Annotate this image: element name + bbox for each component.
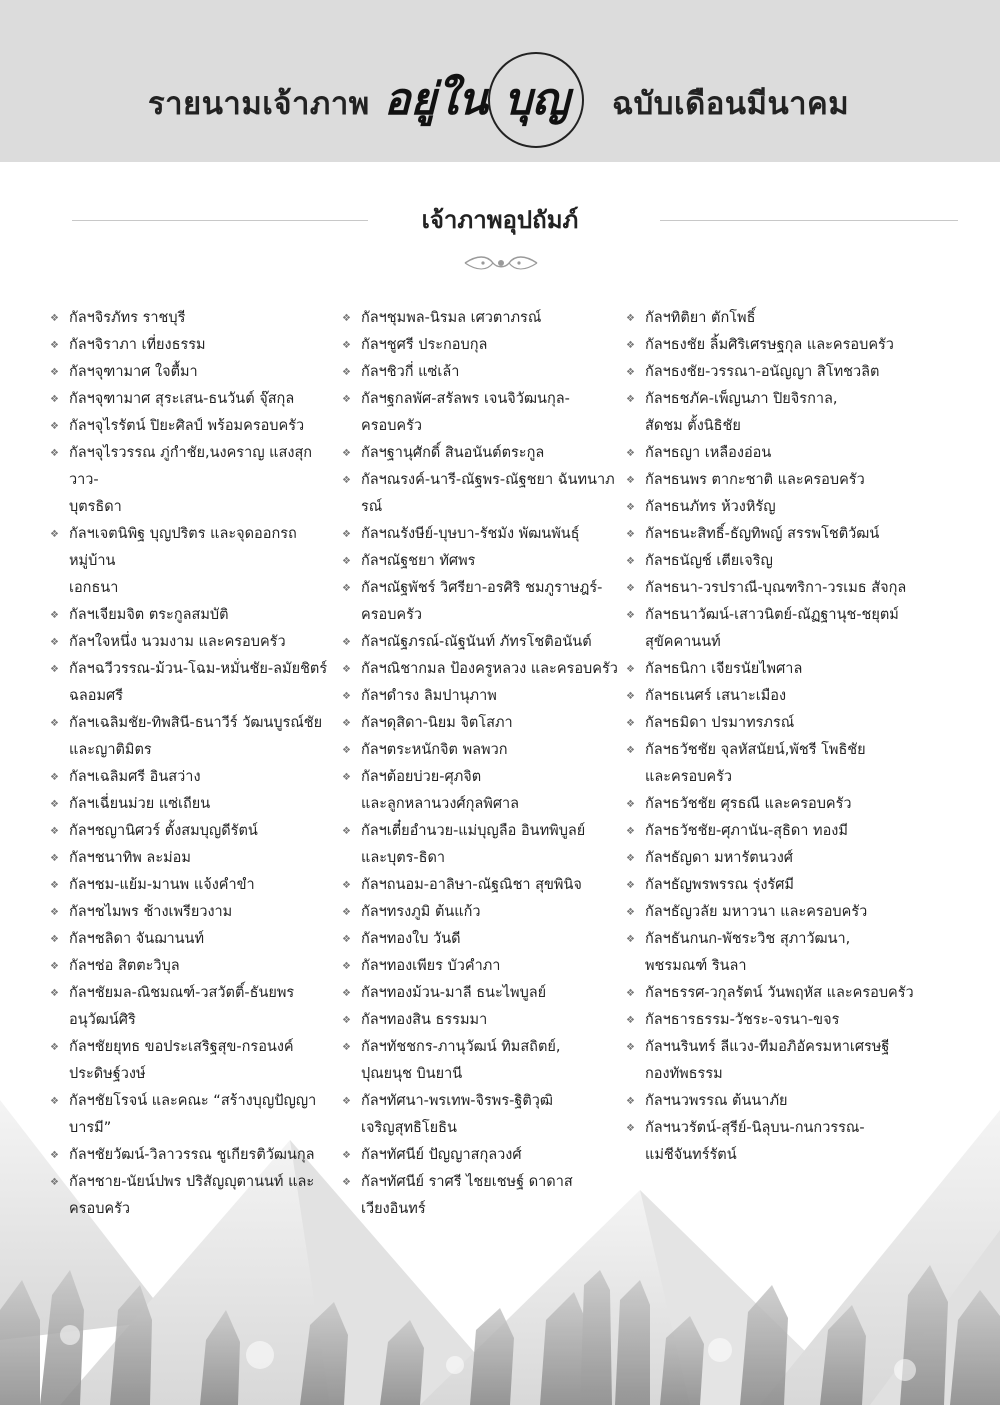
sponsor-name-line: และลูกหลานวงศ์กุลพิศาล — [361, 796, 520, 812]
list-item — [342, 764, 626, 818]
sponsor-name-line: บุตรธิดา — [69, 499, 122, 515]
list-item — [626, 521, 926, 548]
list-item — [50, 764, 340, 791]
diamond-bullet-icon: ❖ — [50, 421, 59, 432]
list-item — [342, 737, 626, 764]
sponsor-name-line: กัลฯชัยวัฒน์-วิลาวรรณ ชูเกียรติวัฒนกุล — [69, 1147, 315, 1163]
list-item — [50, 899, 340, 926]
diamond-bullet-icon: ❖ — [626, 556, 635, 567]
diamond-bullet-icon: ❖ — [342, 745, 351, 756]
sponsor-name-line: บารมี” — [69, 1120, 112, 1136]
list-item — [342, 467, 626, 521]
list-item — [342, 359, 626, 386]
list-item — [342, 386, 626, 440]
list-item — [342, 980, 626, 1007]
sponsor-name-line: ปุณยนุช บินยานี — [361, 1066, 463, 1082]
sponsor-name-line: กัลฯนวรัตน์-สุรีย์-นิลุบน-กนกวรรณ- — [645, 1120, 865, 1136]
list-item — [342, 899, 626, 926]
list-item — [626, 332, 926, 359]
sponsor-name-line: และบุตร-ธิดา — [361, 850, 446, 866]
sponsor-name-line: กัลฯใจหนึ่ง นวมงาม และครอบครัว — [69, 634, 286, 650]
list-item — [626, 872, 926, 899]
sponsor-name-line: ครอบครัว — [361, 607, 423, 623]
sponsor-name-line: กัลฯธนัญช์ เตียเจริญ — [645, 553, 773, 569]
list-item — [626, 791, 926, 818]
list-item — [50, 602, 340, 629]
diamond-bullet-icon: ❖ — [342, 394, 351, 405]
sponsor-name-line: กัลฯธรรศ-วกุลรัตน์ วันพฤหัส และครอบครัว — [645, 985, 914, 1001]
list-item — [342, 953, 626, 980]
sponsor-name-line: กัลฯทัศนีย์ ราศรี ไชยเชษฐ์ ดาดาส — [361, 1174, 573, 1190]
sponsor-name-line: กัลฯชัยมล-ณิชมณฑ์-วสวัตติ์-ธันยพร — [69, 985, 295, 1001]
list-item — [626, 575, 926, 602]
diamond-bullet-icon: ❖ — [50, 961, 59, 972]
sponsor-name-line: กัลฯตระหนักจิต พลพวก — [361, 742, 508, 758]
diamond-bullet-icon: ❖ — [342, 880, 351, 891]
list-item — [626, 845, 926, 872]
sponsor-name-line: กัลฯเฉลิมศรี อินสว่าง — [69, 769, 201, 785]
diamond-bullet-icon: ❖ — [342, 637, 351, 648]
sponsor-name-line: กัลฯชาย-นัยน์ปพร ปริสัญญุตานนท์ และ — [69, 1174, 315, 1190]
list-item — [626, 683, 926, 710]
list-item — [626, 926, 926, 980]
diamond-bullet-icon: ❖ — [50, 394, 59, 405]
diamond-bullet-icon: ❖ — [342, 1015, 351, 1026]
sponsor-name-line: อนุวัฒน์ศิริ — [69, 1012, 136, 1028]
list-item — [342, 683, 626, 710]
sponsor-name-line: กัลฯชญานิศวร์ ตั้งสมบุญดีรัตน์ — [69, 823, 258, 839]
diamond-bullet-icon: ❖ — [342, 1177, 351, 1188]
sponsor-name-line: กัลฯจิราภา เที่ยงธรรม — [69, 337, 206, 353]
diamond-bullet-icon: ❖ — [626, 853, 635, 864]
sponsor-name-line: กัลฯถนอม-อาลิษา-ณัฐณิชา สุขพินิจ — [361, 877, 582, 893]
magazine-logo — [382, 48, 604, 158]
list-item — [342, 710, 626, 737]
sponsor-name-line: กัลฯชัยโรจน์ และคณะ “สร้างบุญปัญญา — [69, 1093, 317, 1109]
list-item — [626, 710, 926, 737]
diamond-bullet-icon: ❖ — [50, 448, 59, 459]
list-item — [626, 899, 926, 926]
diamond-bullet-icon: ❖ — [342, 475, 351, 486]
sponsor-name-line: กัลฯธนาวัฒน์-เสาวนิตย์-ณัฏฐานุช-ชยุตม์ — [645, 607, 899, 623]
diamond-bullet-icon: ❖ — [626, 826, 635, 837]
list-item — [342, 1034, 626, 1088]
sponsor-name-line: กัลฯฐานุศักดิ์ สินอนันต์ตระกูล — [361, 445, 545, 461]
sponsor-name-line: กัลฯทองเพียร บัวคำภา — [361, 958, 501, 974]
sponsor-name-line: กัลฯธารธรรม-วัชระ-จรนา-ขจร — [645, 1012, 840, 1028]
sponsor-name-line: กัลฯทัชชกร-ภานุวัฒน์ ทิมสถิตย์, — [361, 1039, 561, 1055]
diamond-bullet-icon: ❖ — [626, 1123, 635, 1134]
diamond-bullet-icon: ❖ — [342, 664, 351, 675]
list-item — [342, 575, 626, 629]
list-item — [342, 656, 626, 683]
list-item — [50, 926, 340, 953]
header-title-left: รายนามเจ้าภาพ — [148, 86, 370, 122]
diamond-bullet-icon: ❖ — [626, 691, 635, 702]
list-item — [50, 413, 340, 440]
diamond-bullet-icon: ❖ — [50, 772, 59, 783]
diamond-bullet-icon: ❖ — [342, 340, 351, 351]
diamond-bullet-icon: ❖ — [50, 907, 59, 918]
sponsor-name-line: กัลฯชไมพร ช้างเพรียวงาม — [69, 904, 233, 920]
list-item — [50, 872, 340, 899]
sponsor-name-line: กัลฯธงชัย-วรรณา-อนัญญา สิโทชวลิต — [645, 364, 880, 380]
sponsor-name-line: กัลฯชนาทิพ ละม่อม — [69, 850, 191, 866]
diamond-bullet-icon: ❖ — [626, 1015, 635, 1026]
sponsor-name-line: กัลฯธัญดา มหารัตนวงศ์ — [645, 850, 793, 866]
diamond-bullet-icon: ❖ — [50, 664, 59, 675]
diamond-bullet-icon: ❖ — [342, 1150, 351, 1161]
sponsor-name-line: กัลฯธวัชชัย-ศุภานัน-สุธิดา ทองมี — [645, 823, 848, 839]
header-banner — [0, 0, 1000, 162]
list-item — [342, 440, 626, 467]
diamond-bullet-icon: ❖ — [342, 448, 351, 459]
diamond-bullet-icon: ❖ — [50, 1177, 59, 1188]
sponsor-name-line: กัลฯทองใบ วันดี — [361, 931, 461, 947]
list-item — [50, 1088, 340, 1142]
sponsor-name-line: กัลฯทองสิน ธรรมมา — [361, 1012, 488, 1028]
list-item — [50, 818, 340, 845]
sponsor-name-line: กัลฯธวัชชัย ศุรธณี และครอบครัว — [645, 796, 852, 812]
list-item — [50, 1169, 340, 1223]
list-item — [626, 602, 926, 656]
list-item — [50, 845, 340, 872]
sponsor-name-line: กัลฯชิวกี่ แซ่เล้า — [361, 364, 460, 380]
list-item — [342, 872, 626, 899]
sponsor-name-line: กัลฯณัฐพัชร์ วิศรียา-อรศิริ ชมภูราษฎร์- — [361, 580, 603, 596]
diamond-bullet-icon: ❖ — [50, 1150, 59, 1161]
list-item — [342, 521, 626, 548]
list-item — [626, 737, 926, 791]
diamond-bullet-icon: ❖ — [342, 1042, 351, 1053]
list-item — [50, 656, 340, 710]
list-item — [342, 1088, 626, 1142]
sponsor-name-line: กัลฯเจียมจิต ตระกูลสมบัติ — [69, 607, 229, 623]
sponsor-name-line: กัลฯทิติยา ตักโพธิ์ — [645, 310, 756, 326]
list-item — [50, 1034, 340, 1088]
diamond-bullet-icon: ❖ — [342, 907, 351, 918]
list-item — [626, 1034, 926, 1088]
diamond-bullet-icon: ❖ — [342, 691, 351, 702]
list-item — [342, 818, 626, 872]
list-item — [626, 656, 926, 683]
flourish-ornament — [463, 254, 539, 272]
sponsor-name-line: กัลฯชม-แย้ม-มานพ แจ้งคำขำ — [69, 877, 255, 893]
sponsor-name-line: กัลฯทัศนีย์ ปัญญาสกุลวงศ์ — [361, 1147, 522, 1163]
sponsor-name-line: กัลฯธนพร ตากะชาติ และครอบครัว — [645, 472, 865, 488]
list-item — [50, 386, 340, 413]
list-item — [626, 548, 926, 575]
list-item — [50, 521, 340, 602]
list-item — [626, 305, 926, 332]
sponsor-name-line: กัลฯชูศรี ประกอบกุล — [361, 337, 488, 353]
diamond-bullet-icon: ❖ — [342, 529, 351, 540]
diamond-bullet-icon: ❖ — [626, 475, 635, 486]
diamond-bullet-icon: ❖ — [342, 718, 351, 729]
diamond-bullet-icon: ❖ — [626, 394, 635, 405]
sponsor-name-line: เอกธนา — [69, 580, 119, 596]
sponsor-name-line: สัดชม ตั้งนิธิชัย — [645, 418, 741, 434]
diamond-bullet-icon: ❖ — [626, 988, 635, 999]
list-item — [50, 710, 340, 764]
sponsor-name-line: กัลฯณิชากมล ป้องครูหลวง และครอบครัว — [361, 661, 618, 677]
diamond-bullet-icon: ❖ — [342, 367, 351, 378]
diamond-bullet-icon: ❖ — [626, 1042, 635, 1053]
sponsor-name-line: เจริญสุทธิโยธิน — [361, 1120, 457, 1136]
sponsor-name-line: พชรมณฑ์ รินลา — [645, 958, 747, 974]
sponsor-name-line: กัลฯฉวีวรรณ-ม้วน-โฉม-หมั่นชัย-ลมัยชิตร์ — [69, 661, 328, 677]
diamond-bullet-icon: ❖ — [626, 745, 635, 756]
sponsor-name-line: กัลฯธนา-วรปราณี-บุณฑริกา-วรเมธ สัจกุล — [645, 580, 907, 596]
sponsor-name-line: กัลฯเจตนิพิฐ บุญปริตร และจุดออกรถหมู่บ้าน — [69, 526, 297, 569]
diamond-bullet-icon: ❖ — [626, 880, 635, 891]
diamond-bullet-icon: ❖ — [626, 367, 635, 378]
sponsor-column-3 — [626, 305, 926, 1169]
sponsor-name-line: ประดิษฐ์วงษ์ — [69, 1066, 146, 1082]
diamond-bullet-icon: ❖ — [342, 934, 351, 945]
sponsor-name-line: กัลฯทัศนา-พรเทพ-จิรพร-ฐิติวุฒิ — [361, 1093, 554, 1109]
list-item — [342, 548, 626, 575]
section-title: เจ้าภาพอุปถัมภ์ — [421, 206, 579, 234]
sponsor-name-line: กัลฯชุมพล-นิรมล เศวตาภรณ์ — [361, 310, 542, 326]
list-item — [626, 440, 926, 467]
list-item — [342, 1169, 626, 1223]
logo-word-1: อยู่ใน — [384, 74, 488, 125]
sponsor-name-line: กัลฯธนภัทร ห้วงหิรัญ — [645, 499, 776, 515]
diamond-bullet-icon: ❖ — [50, 988, 59, 999]
list-item — [342, 305, 626, 332]
list-item — [50, 440, 340, 521]
diamond-bullet-icon: ❖ — [342, 556, 351, 567]
sponsor-name-line: กัลฯช่อ สิตตะวิบุล — [69, 958, 180, 974]
diamond-bullet-icon: ❖ — [50, 610, 59, 621]
diamond-bullet-icon: ❖ — [626, 664, 635, 675]
diamond-bullet-icon: ❖ — [50, 880, 59, 891]
list-item — [626, 1088, 926, 1115]
sponsor-name-line: กัลฯนรินทร์ ลีแวง-ทีมอภิอัครมหาเศรษฐี — [645, 1039, 890, 1055]
diamond-bullet-icon: ❖ — [50, 313, 59, 324]
diamond-bullet-icon: ❖ — [626, 934, 635, 945]
sponsor-name-line: กัลฯต้อยบ่วย-ศุภจิต — [361, 769, 482, 785]
sponsor-name-line: กัลฯธันกนก-พัชระวิช สุภาวัฒนา, — [645, 931, 851, 947]
diamond-bullet-icon: ❖ — [50, 934, 59, 945]
diamond-bullet-icon: ❖ — [342, 313, 351, 324]
diamond-bullet-icon: ❖ — [626, 448, 635, 459]
sponsor-name-line: กัลฯธัญวลัย มหาวนา และครอบครัว — [645, 904, 868, 920]
sponsor-name-line: กัลฯชลิดา จันฌานนท์ — [69, 931, 205, 947]
diamond-bullet-icon: ❖ — [50, 1096, 59, 1107]
sponsor-name-line: กัลฯจุไรรัตน์ ปิยะศิลป์ พร้อมครอบครัว — [69, 418, 305, 434]
sponsor-name-line: สุขัคคานนท์ — [645, 634, 721, 650]
diamond-bullet-icon: ❖ — [342, 583, 351, 594]
sponsor-name-line: กัลฯณรังษีย์-บุษบา-รัชมัง พัฒนพันธุ์ — [361, 526, 580, 542]
sponsor-name-line: กัลฯดุสิดา-นิยม จิตโสภา — [361, 715, 513, 731]
sponsor-name-line: กัลฯดำรง ลิมปานุภาพ — [361, 688, 497, 704]
list-item — [50, 1142, 340, 1169]
diamond-bullet-icon: ❖ — [50, 718, 59, 729]
sponsor-name-line: กัลฯธวัชชัย จุลหัสนัยน์,พัชรี โพธิชัย — [645, 742, 866, 758]
header-title-right: ฉบับเดือนมีนาคม — [612, 86, 850, 122]
diamond-bullet-icon: ❖ — [342, 772, 351, 783]
sponsor-name-line: กัลฯจิรภัทร ราชบุรี — [69, 310, 186, 326]
diamond-bullet-icon: ❖ — [626, 718, 635, 729]
list-item — [50, 953, 340, 980]
sponsor-name-line: กัลฯจุฑามาศ ใจตื้มา — [69, 364, 198, 380]
sponsor-name-line: และครอบครัว — [645, 769, 733, 785]
sponsor-name-line: กัลฯณรงค์-นารี-ณัฐพร-ณัฐชยา ฉันทนาภรณ์ — [361, 472, 615, 515]
list-item — [50, 332, 340, 359]
logo-word-2: บุญ — [504, 74, 570, 125]
sponsor-name-line: กัลฯเตี๋ยอำนวย-แม่บุญลือ อินทพิบูลย์ — [361, 823, 586, 839]
diamond-bullet-icon: ❖ — [626, 907, 635, 918]
list-item — [342, 332, 626, 359]
sponsor-name-line: กัลฯเฉี่ยนม่วย แซ่เถียน — [69, 796, 211, 812]
list-item — [626, 386, 926, 440]
diamond-bullet-icon: ❖ — [50, 367, 59, 378]
diamond-bullet-icon: ❖ — [626, 529, 635, 540]
diamond-bullet-icon: ❖ — [626, 313, 635, 324]
sponsor-name-line: กัลฯธเนศร์ เสนาะเมือง — [645, 688, 787, 704]
list-item — [342, 1007, 626, 1034]
diamond-bullet-icon: ❖ — [50, 799, 59, 810]
list-item — [50, 629, 340, 656]
diamond-bullet-icon: ❖ — [626, 340, 635, 351]
sponsor-name-line: เวียงอินทร์ — [361, 1201, 426, 1217]
sponsor-name-line: ครอบครัว — [69, 1201, 131, 1217]
diamond-bullet-icon: ❖ — [626, 1096, 635, 1107]
diamond-bullet-icon: ❖ — [626, 502, 635, 513]
diamond-bullet-icon: ❖ — [626, 583, 635, 594]
sponsor-name-line: กัลฯธมิดา ปรมาทรภรณ์ — [645, 715, 795, 731]
sponsor-name-line: กัลฯธัญพรพรรณ รุ่งรัศมี — [645, 877, 794, 893]
diamond-bullet-icon: ❖ — [626, 799, 635, 810]
sponsor-name-line: กัลฯทรงภูมิ ต้นแก้ว — [361, 904, 481, 920]
diamond-bullet-icon: ❖ — [342, 826, 351, 837]
list-item — [50, 305, 340, 332]
sponsor-column-2 — [342, 305, 626, 1223]
sponsor-name-line: กัลฯฐกลพัศ-สรัลพร เจนจิวัฒนกุล-ครอบครัว — [361, 391, 570, 434]
list-item — [626, 980, 926, 1007]
diamond-bullet-icon: ❖ — [50, 1042, 59, 1053]
diamond-bullet-icon: ❖ — [342, 988, 351, 999]
sponsor-name-line: และญาติมิตร — [69, 742, 152, 758]
list-item — [342, 1142, 626, 1169]
sponsor-name-line: กัลฯเฉลิมชัย-ทิพสินี-ธนาวีร์ วัฒนบูรณ์ชัย — [69, 715, 323, 731]
sponsor-name-line: กัลฯทองม้วน-มาลี ธนะไพบูลย์ — [361, 985, 547, 1001]
diamond-bullet-icon: ❖ — [50, 529, 59, 540]
list-item — [342, 629, 626, 656]
sponsor-name-line: กองทัพธรรม — [645, 1066, 723, 1082]
list-item — [342, 926, 626, 953]
list-item — [626, 494, 926, 521]
diamond-bullet-icon: ❖ — [342, 1096, 351, 1107]
sponsor-name-line: ฉลอมศรี — [69, 688, 124, 704]
diamond-bullet-icon: ❖ — [626, 610, 635, 621]
diamond-bullet-icon: ❖ — [50, 826, 59, 837]
sponsor-name-line: กัลฯณัฐภรณ์-ณัฐนันท์ ภัทรโชติอนันต์ — [361, 634, 592, 650]
divider-right — [660, 220, 958, 221]
sponsor-columns — [0, 305, 1000, 1217]
sponsor-name-line: กัลฯชัยยุทธ ขอประเสริฐสุข-กรอนงค์ — [69, 1039, 294, 1055]
sponsor-name-line: กัลฯธนิกา เจียรนัยไพศาล — [645, 661, 803, 677]
list-item — [626, 359, 926, 386]
sponsor-name-line: กัลฯธนะสิทธิ์-ธัญทิพญ์ สรรพโชติวัฒน์ — [645, 526, 880, 542]
sponsor-name-line: กัลฯธงชัย ลิ้มศิริเศรษฐกุล และครอบครัว — [645, 337, 894, 353]
diamond-bullet-icon: ❖ — [50, 637, 59, 648]
list-item — [626, 1115, 926, 1169]
sponsor-name-line: กัลฯณัฐชยา ทัศพร — [361, 553, 476, 569]
list-item — [50, 791, 340, 818]
sponsor-name-line: กัลฯธชภัค-เพ็ญนภา ปิยจิรกาล, — [645, 391, 838, 407]
sponsor-name-line: กัลฯจุไรวรรณ ภู่กำชัย,นงคราญ แสงสุกวาว- — [69, 445, 313, 488]
diamond-bullet-icon: ❖ — [342, 961, 351, 972]
list-item — [50, 980, 340, 1034]
sponsor-column-1 — [50, 305, 340, 1223]
list-item — [626, 1007, 926, 1034]
sponsor-name-line: กัลฯจุฑามาศ สุระเสน-ธนวันต์ จุ๊สกุล — [69, 391, 295, 407]
list-item — [50, 359, 340, 386]
sponsor-name-line: กัลฯนวพรรณ ต้นนาภัย — [645, 1093, 788, 1109]
sponsor-name-line: แม่ชีจันทร์รัตน์ — [645, 1147, 737, 1163]
diamond-bullet-icon: ❖ — [50, 340, 59, 351]
list-item — [626, 818, 926, 845]
list-item — [626, 467, 926, 494]
diamond-bullet-icon: ❖ — [50, 853, 59, 864]
sponsor-name-line: กัลฯธญา เหลืองอ่อน — [645, 445, 772, 461]
